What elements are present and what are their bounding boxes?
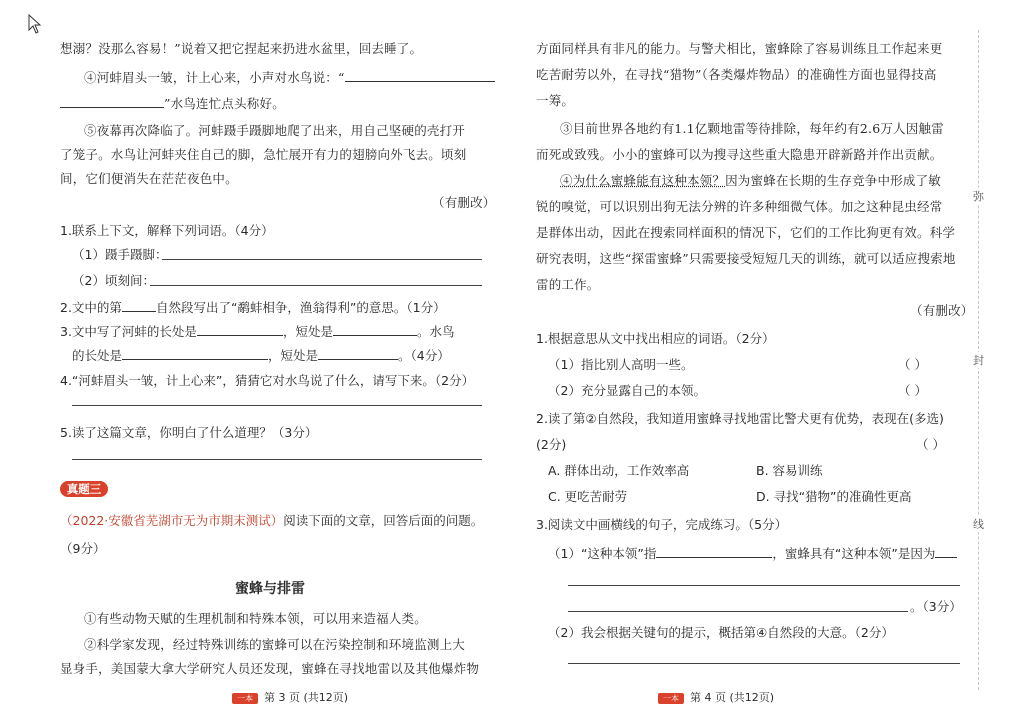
answer-line[interactable] bbox=[568, 663, 960, 664]
answer-blank[interactable] bbox=[935, 544, 957, 558]
page-footer bbox=[232, 689, 348, 705]
question-1-b: （2）充分显露自己的本领。 bbox=[548, 383, 706, 398]
question-text: ，短处是 bbox=[282, 324, 333, 339]
question-3-cont bbox=[72, 346, 450, 365]
article-line: 雷的工作。 bbox=[536, 277, 600, 292]
story-line bbox=[60, 94, 285, 113]
question-4: 4.“河蚌眉头一皱，计上心来”，猜猜它对水鸟说了什么，请写下来。（2分） bbox=[60, 373, 475, 388]
article-line: 吃苦耐劳以外，在寻找“猎物”（各类爆炸物品）的准确性方面也显得技高 bbox=[536, 67, 937, 82]
footer-badge: 一本 bbox=[658, 693, 684, 704]
question-2 bbox=[60, 298, 446, 317]
question-text: 自然段写出了“鹬蚌相争，渔翁得利”的意思。（1分） bbox=[155, 300, 446, 315]
answer-line[interactable] bbox=[72, 459, 482, 460]
seal-char: 线 bbox=[973, 518, 984, 531]
article-paragraph-3: ③目前世界各地约有1.1亿颗地雷等待排除，每年约有2.6万人因触雷 bbox=[560, 121, 944, 136]
option-b[interactable]: B. 容易训练 bbox=[756, 463, 823, 478]
seal-char: 封 bbox=[973, 354, 984, 367]
answer-blank[interactable] bbox=[333, 322, 417, 336]
question-text: 。（4分） bbox=[398, 348, 450, 363]
page-number: 第 3 页 (共12页) bbox=[264, 691, 349, 704]
exam-instruction: 阅读下面的文章，回答后面的问题。 bbox=[283, 513, 484, 528]
answer-line[interactable] bbox=[72, 405, 482, 406]
article-title: 蜜蜂与排雷 bbox=[235, 581, 305, 597]
question-1-b: （2）顷刻间： bbox=[72, 273, 155, 288]
question-3: 3.阅读文中画横线的句子，完成练习。（5分） bbox=[536, 517, 788, 532]
story-text: ”水鸟连忙点头称好。 bbox=[164, 96, 285, 111]
answer-blank[interactable] bbox=[656, 544, 772, 558]
answer-paren[interactable]: （ ） bbox=[898, 383, 927, 398]
article-line: 方面同样具有非凡的能力。与警犬相比，蜜蜂除了容易训练且工作起来更 bbox=[536, 41, 943, 56]
question-1: 1.联系上下文，解释下列词语。（4分） bbox=[60, 223, 274, 238]
question-text: ，短处是 bbox=[268, 348, 319, 363]
article-line: 而死或致残。小小的蜜蜂可以为搜寻这些重大隐患开辟新路并作出贡献。 bbox=[536, 147, 943, 162]
answer-blank[interactable] bbox=[122, 298, 156, 312]
answer-line[interactable] bbox=[568, 585, 960, 586]
article-paragraph-2: ②科学家发现，经过特殊训练的蜜蜂可以在污染控制和环境监测上大 bbox=[84, 637, 466, 652]
question-1-a: （1）指比别人高明一些。 bbox=[548, 357, 694, 372]
source-note: （有删改） bbox=[432, 195, 496, 210]
question-3-1 bbox=[548, 544, 957, 563]
question-3-1-points: 。（3分） bbox=[910, 599, 962, 614]
article-paragraph-1: ①有些动物天赋的生理机制和特殊本领，可以用来造福人类。 bbox=[84, 611, 427, 626]
exam-source: （2022·安徽省芜湖市无为市期末测试） bbox=[60, 513, 284, 528]
answer-blank[interactable] bbox=[345, 68, 495, 82]
question-2-points: (2分) bbox=[536, 437, 567, 452]
article-line: 锐的嗅觉，可以识别出狗无法分辨的许多种细微气体。加之这种昆虫经常 bbox=[536, 199, 943, 214]
exam-source-line bbox=[60, 512, 483, 530]
answer-blank[interactable] bbox=[318, 346, 398, 360]
option-c[interactable]: C. 更吃苦耐劳 bbox=[548, 489, 628, 504]
story-line: 间，它们便消失在茫茫夜色中。 bbox=[60, 171, 238, 186]
page-footer bbox=[658, 689, 774, 705]
question-1: 1.根据意思从文中找出相应的词语。（2分） bbox=[536, 331, 775, 346]
answer-paren[interactable]: （ ） bbox=[916, 437, 945, 452]
question-text: ，蜜蜂具有“这种本领”是因为 bbox=[772, 546, 936, 561]
story-line: 了笼子。水鸟让河蚌夹住自己的脚，急忙展开有力的翅膀向外飞去。顷刻 bbox=[60, 147, 467, 162]
source-note: （有删改） bbox=[910, 303, 974, 318]
question-text: 。水鸟 bbox=[416, 324, 455, 339]
option-a[interactable]: A. 群体出动，工作效率高 bbox=[548, 463, 690, 478]
story-text: ④河蚌眉头一皱，计上心来，小声对水鸟说：“ bbox=[84, 70, 345, 85]
question-3-2: （2）我会根据关键句的提示，概括第④自然段的大意。（2分） bbox=[548, 625, 894, 640]
article-line: 一筹。 bbox=[536, 93, 575, 108]
article-line: 研究表明，这些“探雷蜜蜂”只需要接受短短几天的训练，就可以适应搜索地 bbox=[536, 251, 956, 266]
question-5: 5.读了这篇文章，你明白了什么道理？（3分） bbox=[60, 425, 318, 440]
answer-paren[interactable]: （ ） bbox=[898, 357, 927, 372]
answer-blank[interactable] bbox=[60, 94, 164, 108]
answer-line[interactable] bbox=[568, 611, 908, 612]
exam-tag: 真题三 bbox=[60, 481, 108, 497]
story-line: ⑤夜幕再次降临了。河蚌蹑手蹑脚地爬了出来，用自己坚硬的壳打开 bbox=[84, 123, 466, 138]
right-page bbox=[512, 0, 1024, 718]
story-line: 想溺？没那么容易！”说着又把它捏起来扔进水盆里，回去睡了。 bbox=[60, 41, 423, 56]
answer-blank[interactable] bbox=[197, 322, 283, 336]
underlined-sentence: ④为什么蜜蜂能有这种本领？ bbox=[560, 173, 726, 188]
answer-line[interactable] bbox=[162, 259, 482, 260]
option-d[interactable]: D. 寻找“猎物”的准确性更高 bbox=[756, 489, 912, 504]
question-text: 的长处是 bbox=[72, 348, 123, 363]
question-text: 2.文中的第 bbox=[60, 300, 122, 315]
question-2: 2.读了第②自然段，我知道用蜜蜂寻找地雷比警犬更有优势，表现在(多选) bbox=[536, 411, 944, 426]
seal-char: 弥 bbox=[973, 190, 984, 203]
question-1-a: （1）蹑手蹑脚： bbox=[72, 247, 168, 262]
article-text: 因为蜜蜂在长期的生存竞争中形成了敏 bbox=[725, 173, 942, 188]
question-text: （1）“这种本领”指 bbox=[548, 546, 657, 561]
exam-points: （9分） bbox=[60, 541, 106, 556]
footer-badge: 一本 bbox=[232, 693, 258, 704]
question-text: 3.文中写了河蚌的长处是 bbox=[60, 324, 197, 339]
article-line: 是群体出动，因此在搜索同样面积的情况下，它们的工作比狗更有效。科学 bbox=[536, 225, 956, 240]
answer-blank[interactable] bbox=[122, 346, 268, 360]
story-line bbox=[84, 68, 495, 87]
question-3 bbox=[60, 322, 454, 341]
answer-line[interactable] bbox=[150, 285, 482, 286]
article-paragraph-4 bbox=[560, 172, 941, 190]
page-number: 第 4 页 (共12页) bbox=[690, 691, 775, 704]
article-paragraph-2-cont: 显身手，美国蒙大拿大学研究人员还发现，蜜蜂在寻找地雷以及其他爆炸物 bbox=[60, 661, 480, 676]
